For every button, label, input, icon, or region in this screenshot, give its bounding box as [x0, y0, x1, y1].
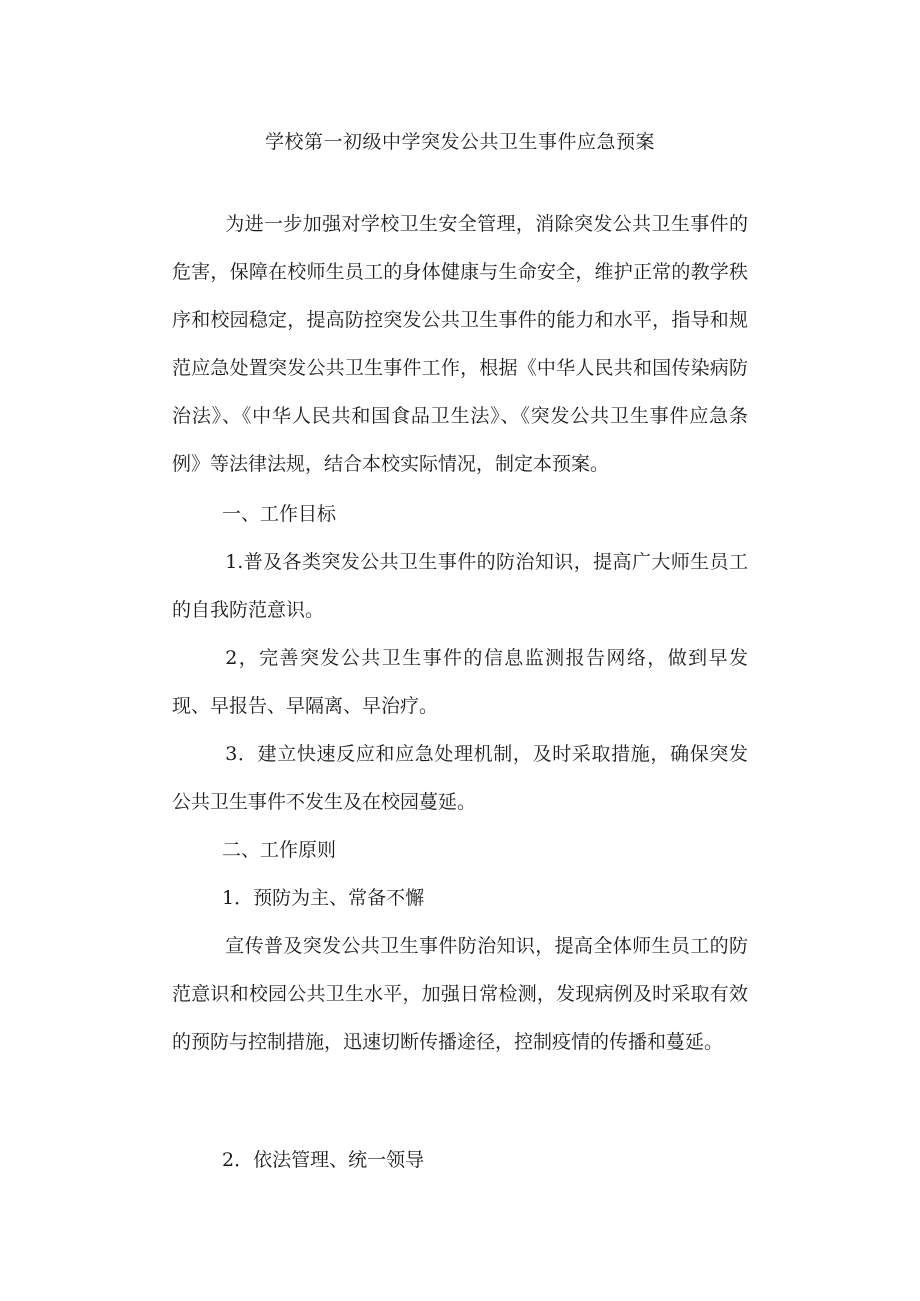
principle-2-title: 2．依法管理、统一领导 — [222, 1149, 425, 1171]
intro-paragraph: 为进一步加强对学校卫生安全管理，消除突发公共卫生事件的危害，保障在校师生员工的身体健康与生命安全，维护正常的教学秩序和校园稳定，提高防控突发公共卫生事件的能力和水平，指导和规范应急处置突发公共卫生事件工作，根据《中华人民共和国传染病防治法》、《中华人民共和国食品卫生法》、《突发公共卫生事件应急条例》等法律法规，结合本校实际情况，制定本预案。 — [172, 213, 748, 475]
document-title: 学校第一初级中学突发公共卫生事件应急预案 — [264, 131, 655, 153]
principle-1-body: 宣传普及突发公共卫生事件防治知识，提高全体师生员工的防范意识和校园公共卫生水平，加强日常检测，发现病例及时采取有效的预防与控制措施，迅速切断传播途径，控制疫情的传播和蔓延。 — [172, 935, 748, 1053]
goal-item-1: 1.普及各类突发公共卫生事件的防治知识，提高广大师生员工的自我防范意识。 — [172, 551, 748, 621]
principle-1-title: 1．预防为主、常备不懈 — [222, 887, 425, 909]
goal-item-3: 3．建立快速反应和应急处理机制，及时采取措施，确保突发公共卫生事件不发生及在校园蔓延。 — [172, 743, 748, 813]
goal-item-2: 2，完善突发公共卫生事件的信息监测报告网络，做到早发现、早报告、早隔离、早治疗。 — [172, 647, 748, 717]
section-heading-principles: 二、工作原则 — [222, 839, 337, 861]
section-heading-goals: 一、工作目标 — [222, 503, 337, 525]
